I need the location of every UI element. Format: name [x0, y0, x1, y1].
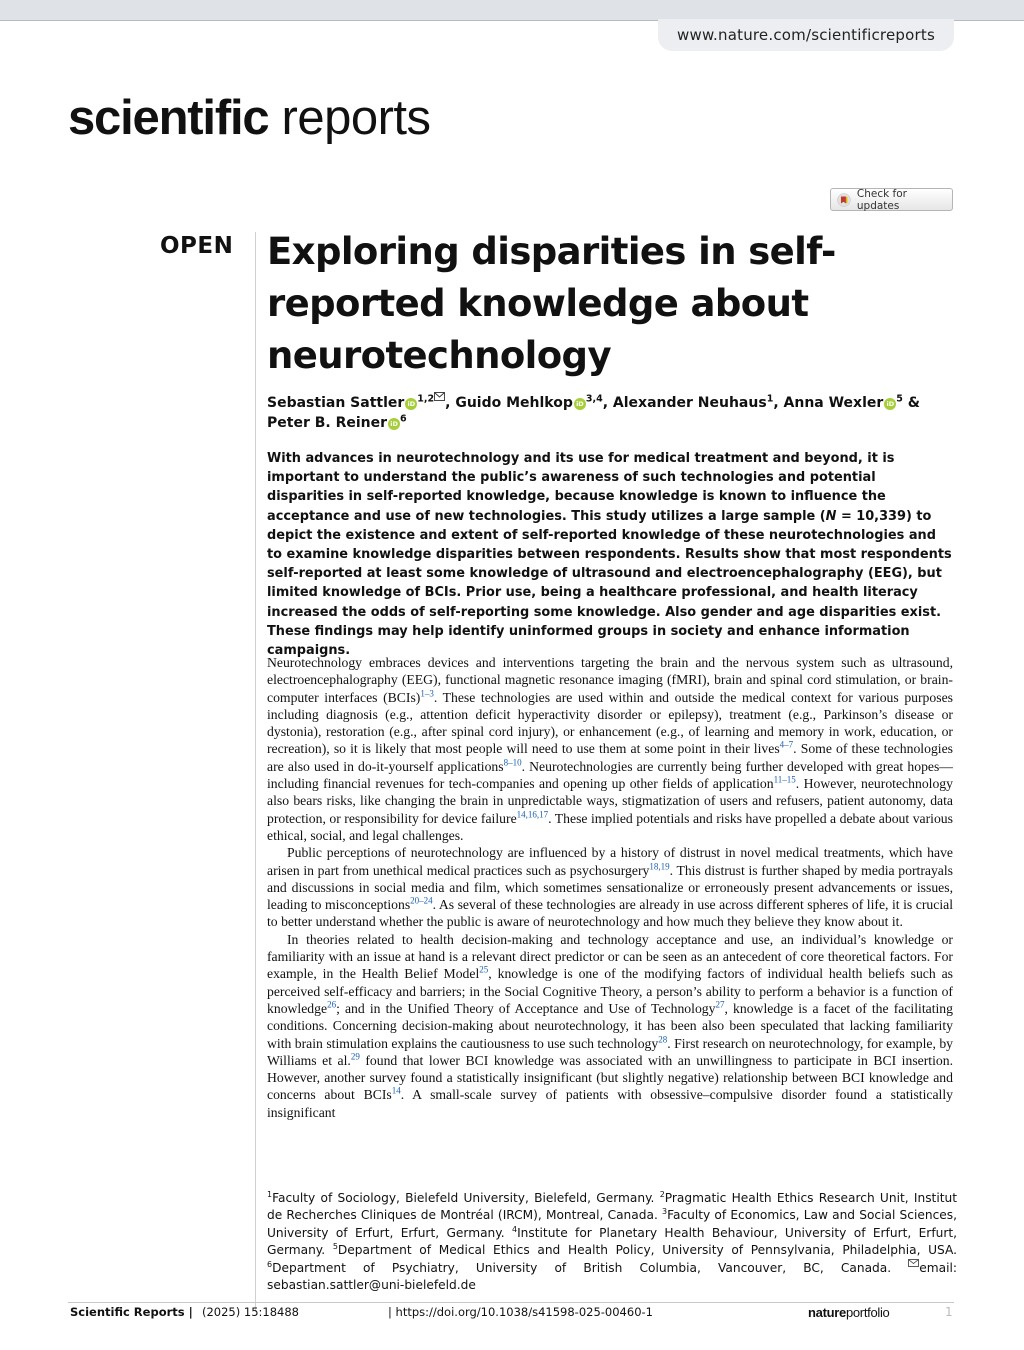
author-name[interactable]: Guido Mehlkop [455, 395, 573, 411]
affiliation-number: 1 [267, 1189, 273, 1199]
affiliation-text: Pragmatic Health Ethics Research Unit, Institut de Recherches Cliniques de Montréal (IRCM), Montreal, Canada. [267, 1191, 957, 1223]
author-name[interactable]: Anna Wexler [783, 395, 884, 411]
citation-link[interactable]: 27 [715, 999, 725, 1010]
orcid-icon[interactable]: iD [574, 398, 586, 410]
body-text: . Some of these technologies are also used in do-it-yourself applications [267, 741, 953, 774]
citation-link[interactable]: 14,16,17 [516, 809, 549, 820]
journal-logo[interactable] [68, 88, 431, 148]
url-tab[interactable] [658, 19, 954, 51]
citation-link[interactable]: 4–7 [779, 739, 794, 750]
envelope-icon [908, 1259, 919, 1267]
check-for-updates-button[interactable] [830, 188, 953, 211]
body-text: . Neurotechnologies are currently being further developed with great hopes—including financial revenues for tech-companies and opening up other fields of application [267, 758, 953, 792]
check-updates-icon [837, 193, 851, 207]
body-text: ; and in the Unified Theory of Acceptance and Use of Technology [336, 1000, 716, 1016]
affiliation-number: 3 [662, 1207, 668, 1217]
url-text: www.nature.com/scientificreports [677, 26, 935, 44]
author-affiliation: 5 [896, 393, 903, 405]
orcid-icon[interactable]: iD [405, 398, 417, 410]
mail-icon[interactable] [434, 392, 445, 401]
body-text: . This distrust is further shaped by media portrayals and discussions in social media and film, which sometimes sensationalize or erroneously present advancements or issues, leading to misconceptions [267, 862, 954, 913]
corresponding-email[interactable]: email: sebastian.sattler@uni-bielefeld.de [267, 1261, 957, 1293]
citation-link[interactable]: 25 [479, 964, 489, 975]
publisher-bold: nature [808, 1305, 846, 1320]
author-affiliation: 3,4 [585, 393, 603, 405]
publisher-regular: portfolio [845, 1305, 890, 1320]
body-text: . First research on neurotechnology, for example, by Williams et al. [267, 1035, 954, 1068]
author-list: Sebastian Sattler iD $^{1,2}$ , Guido Mehlkop iD $^{3,4}$, Alexander Neuhaus$^1$, Anna Wexler iD $^5$ & Peter B. Reiner iD $^6$ [267, 393, 920, 431]
body-text: . A small-scale survey of patients with obsessive–compulsive disorder found a statistically insignificant [267, 1087, 954, 1120]
affiliation-text: Institute for Planetary Health Behaviour, University of Erfurt, Erfurt, Germany. [267, 1225, 957, 1257]
orcid-icon[interactable]: iD [388, 418, 400, 430]
body-text: . These implied potentials and risks have propelled a debate about various ethical, social, and legal challenges. [267, 810, 953, 843]
author-affiliation: 1 [766, 393, 774, 405]
body-text: . These technologies are used within and outside the medical context for various purposes including diagnosis (e.g., attention deficit hyperactivity disorder or epilepsy), treatment (e.g., Parkinson’s disease or dystonia), restoration (e.g., after spinal cord injury), or enhancement (e.g., of learning and memory in work, education, or recreation), so it is likely that most people will need to use them at some point in their lives [267, 689, 953, 757]
article-body [267, 654, 953, 1121]
affiliation-number: 2 [659, 1189, 665, 1199]
body-text: . However, neurotechnology also bears risks, like changing the brain in unpredictable ways, stigmatization of users and refusers, patient autonomy, data protection, or responsibility for device failure [267, 776, 953, 826]
affiliation-number: 6 [267, 1260, 273, 1270]
orcid-icon[interactable]: iD [884, 398, 896, 410]
publisher-logo [808, 1305, 890, 1320]
affiliation-text: Department of Psychiatry, University of British Columbia, Vancouver, BC, Canada. [272, 1261, 909, 1276]
citation-link[interactable]: 18,19 [649, 861, 670, 871]
body-text: found that lower BCI knowledge was associated with an unwillingness to participate in BCI insertion. However, another survey found a statistically insignificant (but slightly negative) relationship between BCI knowledge and concerns about BCIs [267, 1052, 953, 1103]
affiliation-text: Department of Medical Ethics and Health Policy, University of Pennsylvania, Philadelphia, USA. [337, 1242, 957, 1257]
affiliations [267, 1190, 957, 1295]
citation-link[interactable]: 28 [658, 1033, 668, 1044]
author-name[interactable]: Peter B. Reiner [267, 415, 388, 431]
body-text: , knowledge is a facet of the facilitating conditions. Concerning decision-making about neurotechnology, it has been also been speculated that lacking familiarity with brain stimulation explains the cautiousness to use such technology [267, 1000, 953, 1051]
body-text: Public perceptions of neurotechnology are influenced by a history of distrust in novel medical treatments, which have arisen in part from unethical medical practices such as psychosurgery [267, 845, 953, 878]
footer-volume: (2025) 15:18488 [202, 1305, 299, 1319]
citation-link[interactable]: 1–3 [420, 688, 434, 699]
footer-journal: Scientific Reports | [70, 1305, 193, 1319]
author-affiliation: 1,2 [417, 393, 435, 405]
footer-rule [68, 1302, 954, 1303]
body-paragraph [267, 844, 953, 930]
affiliation-text: Faculty of Economics, Law and Social Sciences, University of Erfurt, Erfurt, Germany. [267, 1208, 957, 1240]
body-text: . As several of these technologies are already in use across different spheres of life, it is crucial to better understand whether the public is aware of neurotechnology and how much they believe they know about it. [267, 897, 953, 930]
affiliation-text: Faculty of Sociology, Bielefeld University, Bielefeld, Germany. [272, 1191, 660, 1205]
body-paragraph [267, 654, 953, 844]
browser-top-bar [0, 0, 1024, 20]
abstract-text: With advances in neurotechnology and its use for medical treatment and beyond, it is important to understand the public’s awareness of such technologies and potential disparities in self-reported knowledge, because knowledge is known to influence the acceptance and use of new technologies. This study utilizes a large sample ( [267, 451, 895, 524]
abstract [267, 449, 953, 660]
author-name[interactable]: Alexander Neuhaus [612, 395, 767, 411]
citation-link[interactable]: 11–15 [773, 774, 796, 785]
affiliation-number: 5 [332, 1241, 338, 1251]
citation-link[interactable]: 20–24 [410, 895, 433, 906]
citation-link[interactable]: 29 [350, 1051, 360, 1062]
page-number: 1 [945, 1305, 953, 1319]
journal-name-bold: scientific [68, 91, 269, 145]
sample-size-symbol: N [825, 508, 837, 524]
body-paragraph [267, 931, 953, 1121]
citation-link[interactable]: 26 [327, 999, 337, 1010]
body-text: , knowledge is one of the modifying factors of individual health beliefs such as perceived self-efficacy and barriers; in the Social Cognitive Theory, a person’s ability to perform a behavior is a function of knowledge [267, 966, 953, 1016]
open-access-label: OPEN [160, 233, 234, 259]
margin-rule [255, 232, 256, 1312]
author-name[interactable]: Sebastian Sattler [267, 395, 405, 411]
article-title: Exploring disparities in self-reported knowledge about neurotechnology [267, 230, 836, 377]
check-updates-label: Check for updates [856, 187, 907, 212]
author-affiliation: 6 [400, 413, 407, 425]
footer-doi-link[interactable]: | https://doi.org/10.1038/s41598-025-00460-1 [388, 1305, 653, 1319]
citation-link[interactable]: 14 [391, 1085, 401, 1096]
journal-name-regular: reports [281, 91, 431, 145]
body-text: Neurotechnology embraces devices and interventions targeting the brain and the nervous system such as ultrasound, electroencephalography (EEG), functional magnetic resonance imaging (fMRI), brain and spinal cord stimulation, or brain-computer interfaces (BCIs) [267, 655, 953, 705]
citation-link[interactable]: 8–10 [503, 757, 522, 768]
affiliation-number: 4 [511, 1224, 518, 1234]
abstract-text: = 10,339) to depict the existence and extent of self-reported knowledge of these neurotechnologies and to examine knowledge disparities between respondents. Results show that most respondents self-reported at least some knowledge of ultrasound and electroencephalography (EEG), but limited knowledge of BCIs. Prior use, being a healthcare professional, and health literacy increased the odds of self-reporting some knowledge. Also gender and age disparities exist. These findings may help identify uninformed groups in society and enhance information campaigns. [267, 508, 952, 659]
body-text: In theories related to health decision-making and technology acceptance and use, an individual’s knowledge or familiarity with an issue at hand is a relevant direct predictor or can be seen as an antecedent of core theoretical factors. For example, in the Health Belief Model [267, 931, 953, 982]
